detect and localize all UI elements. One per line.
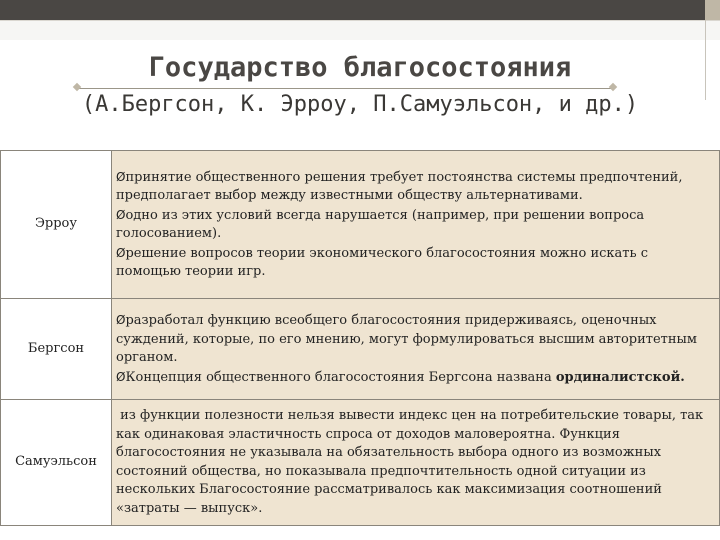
slide-subtitle: (А.Бергсон, К. Эрроу, П.Самуэльсон, и др.) [81, 92, 639, 117]
bullet-arrow-icon: Ø [116, 245, 126, 260]
bullet-item [116, 368, 709, 388]
slide-title: Государство благосостояния [148, 52, 572, 83]
table-row-bergson [1, 299, 720, 400]
bullet-text: Концепция общественного благосостояния Бергсона названа [125, 369, 552, 385]
table-row-arrow [1, 151, 720, 299]
bullet-text: решение вопросов теории экономического благосостояния можно искать с помощью теории игр. [116, 245, 648, 279]
bullet-item [116, 168, 709, 206]
bullet-item [116, 244, 709, 282]
table-row-samuelson [1, 400, 720, 526]
title-underline [78, 88, 613, 89]
bold-term: ординалистской. [555, 369, 685, 385]
economists-table [0, 150, 720, 526]
top-dark-band [0, 0, 705, 20]
bullet-arrow-icon: Ø [116, 313, 126, 327]
bullet-text: разработал функцию всеобщего благосостояния придерживаясь, оценочных суждений, которые, по его мнению, могут формулироваться высшим авторитетным органом. [116, 313, 697, 365]
bullet-text: принятие общественного решения требует постоянства системы предпочтений, предполагает выбор между известными обществу альтернативами. [116, 169, 683, 203]
bullet-arrow-icon: Ø [116, 369, 126, 384]
underline-left-tick [73, 83, 81, 91]
bullet-text: одно из этих условий всегда нарушается (например, при решении вопроса голосованием). [116, 207, 645, 241]
bullet-item [116, 311, 709, 368]
underline-right-tick [609, 83, 617, 91]
economist-description [112, 299, 720, 400]
economist-description: из функции полезности нельзя вывести индекс цен на потребительские товары, так как одинаковая эластичность спроса от доходов маловероятна. Функция благосостояния не указывала на обязательность выбора одного из возможных состояний общества, но показывала предпочтительность одной ситуации из нескольких Благосостояние рассматривалось как максимизация соотношений «затраты — выпуск». [112, 400, 720, 526]
top-band-divider [0, 20, 720, 21]
economist-name: Самуэльсон [1, 400, 112, 526]
bullet-arrow-icon: Ø [116, 169, 126, 184]
economist-description [112, 151, 720, 299]
economist-name: Бергсон [1, 299, 112, 400]
economist-name: Эрроу [1, 151, 112, 299]
top-accent-block [705, 0, 720, 20]
bullet-arrow-icon: Ø [116, 207, 126, 222]
bullet-item [116, 206, 709, 244]
